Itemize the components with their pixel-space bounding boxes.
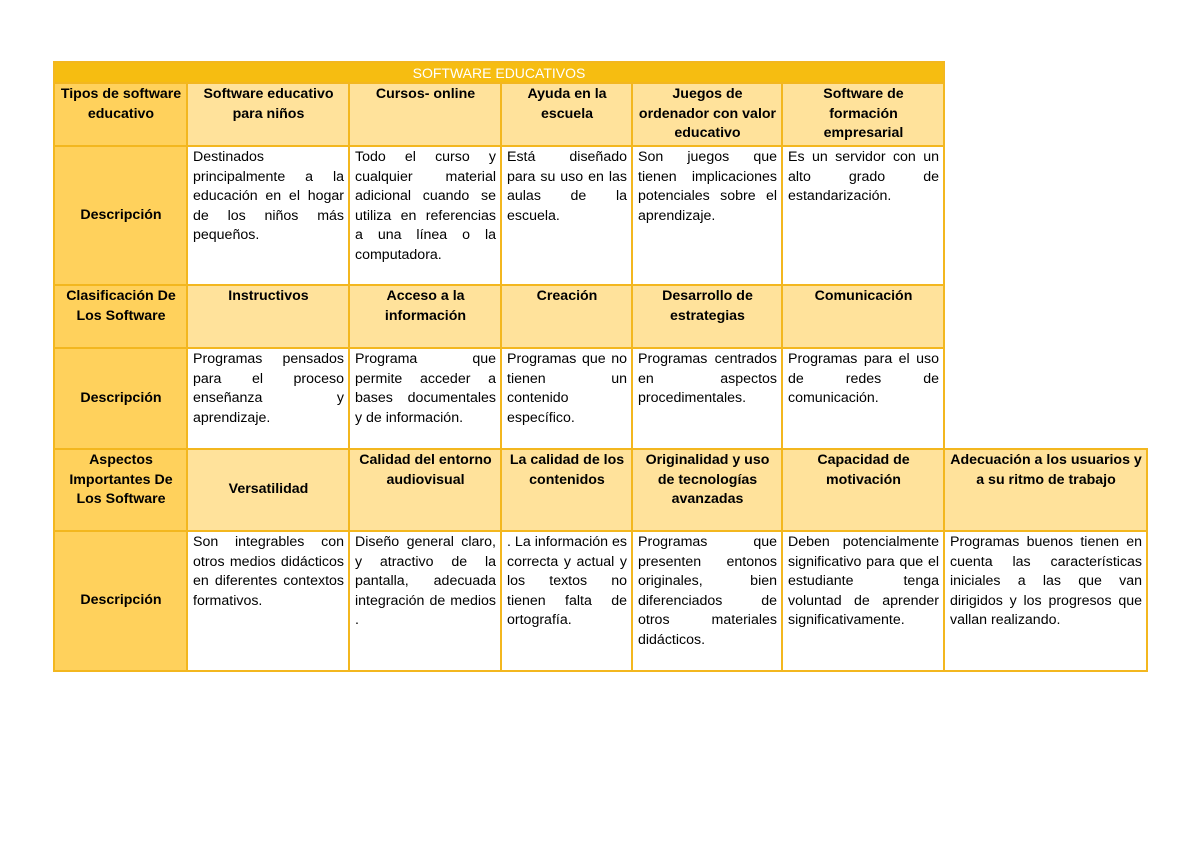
clasificacion-cell: Creación xyxy=(501,285,632,348)
tipo-cell: Software de formación empresarial xyxy=(782,83,944,146)
aspecto-cell: La calidad de los contenidos xyxy=(501,449,632,531)
empty-cell xyxy=(944,285,1147,348)
aspectos-descripcion-row xyxy=(54,531,1147,671)
table-title: SOFTWARE EDUCATIVOS xyxy=(54,62,944,83)
software-educativos-table xyxy=(53,61,1148,672)
descripcion-cell: Programas que presenten entonos originales, bien diferenciados de otros materiales didácticos. xyxy=(632,531,782,671)
aspecto-cell: Originalidad y uso de tecnologías avanzadas xyxy=(632,449,782,531)
tipos-descripcion-row xyxy=(54,146,1147,285)
clasificacion-descripcion-row xyxy=(54,348,1147,449)
descripcion-cell: Programas pensados para el proceso enseñanza y aprendizaje. xyxy=(187,348,349,449)
aspecto-cell: Versatilidad xyxy=(187,449,349,531)
descripcion-cell: Es un servidor con un alto grado de estandarización. xyxy=(782,146,944,285)
descripcion-cell: Diseño general claro, y atractivo de la pantalla, adecuada integración de medios . xyxy=(349,531,501,671)
title-row xyxy=(54,62,1147,83)
empty-cell xyxy=(944,62,1147,83)
tipo-cell: Ayuda en la escuela xyxy=(501,83,632,146)
descripcion-cell: Programas centrados en aspectos procedimentales. xyxy=(632,348,782,449)
descripcion-cell: Está diseñado para su uso en las aulas de la escuela. xyxy=(501,146,632,285)
aspectos-header: Aspectos Importantes De Los Software xyxy=(54,449,187,531)
descripcion-cell: Programas que no tienen un contenido específico. xyxy=(501,348,632,449)
descripcion-cell: Deben potencialmente significativo para que el estudiante tenga voluntad de aprender significativamente. xyxy=(782,531,944,671)
aspecto-cell: Capacidad de motivación xyxy=(782,449,944,531)
clasificacion-cell: Acceso a la información xyxy=(349,285,501,348)
descripcion-cell: Son juegos que tienen implicaciones potenciales sobre el aprendizaje. xyxy=(632,146,782,285)
tipo-cell: Juegos de ordenador con valor educativo xyxy=(632,83,782,146)
empty-cell xyxy=(944,146,1147,285)
descripcion-cell: Programas buenos tienen en cuenta las características iniciales a las que van dirigidos y los progresos que vallan realizando. xyxy=(944,531,1147,671)
descripcion-label: Descripción xyxy=(54,531,187,671)
clasificacion-cell: Instructivos xyxy=(187,285,349,348)
tipo-cell: Cursos- online xyxy=(349,83,501,146)
descripcion-label: Descripción xyxy=(54,146,187,285)
tipos-header: Tipos de software educativo xyxy=(54,83,187,146)
descripcion-label: Descripción xyxy=(54,348,187,449)
descripcion-cell: Destinados principalmente a la educación en el hogar de los niños más pequeños. xyxy=(187,146,349,285)
descripcion-cell: . La información es correcta y actual y los textos no tienen falta de ortografía. xyxy=(501,531,632,671)
tipos-row xyxy=(54,83,1147,146)
aspecto-cell: Adecuación a los usuarios y a su ritmo de trabajo xyxy=(944,449,1147,531)
descripcion-cell: Son integrables con otros medios didácticos en diferentes contextos formativos. xyxy=(187,531,349,671)
aspectos-row xyxy=(54,449,1147,531)
clasificacion-row xyxy=(54,285,1147,348)
tipo-cell: Software educativo para niños xyxy=(187,83,349,146)
descripcion-cell: Todo el curso y cualquier material adicional cuando se utiliza en referencias a una línea o la computadora. xyxy=(349,146,501,285)
descripcion-cell: Programas para el uso de redes de comunicación. xyxy=(782,348,944,449)
clasificacion-cell: Desarrollo de estrategias xyxy=(632,285,782,348)
aspecto-cell: Calidad del entorno audiovisual xyxy=(349,449,501,531)
clasificacion-cell: Comunicación xyxy=(782,285,944,348)
descripcion-cell: Programa que permite acceder a bases documentales y de información. xyxy=(349,348,501,449)
clasificacion-header: Clasificación De Los Software xyxy=(54,285,187,348)
empty-cell xyxy=(944,348,1147,449)
empty-cell xyxy=(944,83,1147,146)
